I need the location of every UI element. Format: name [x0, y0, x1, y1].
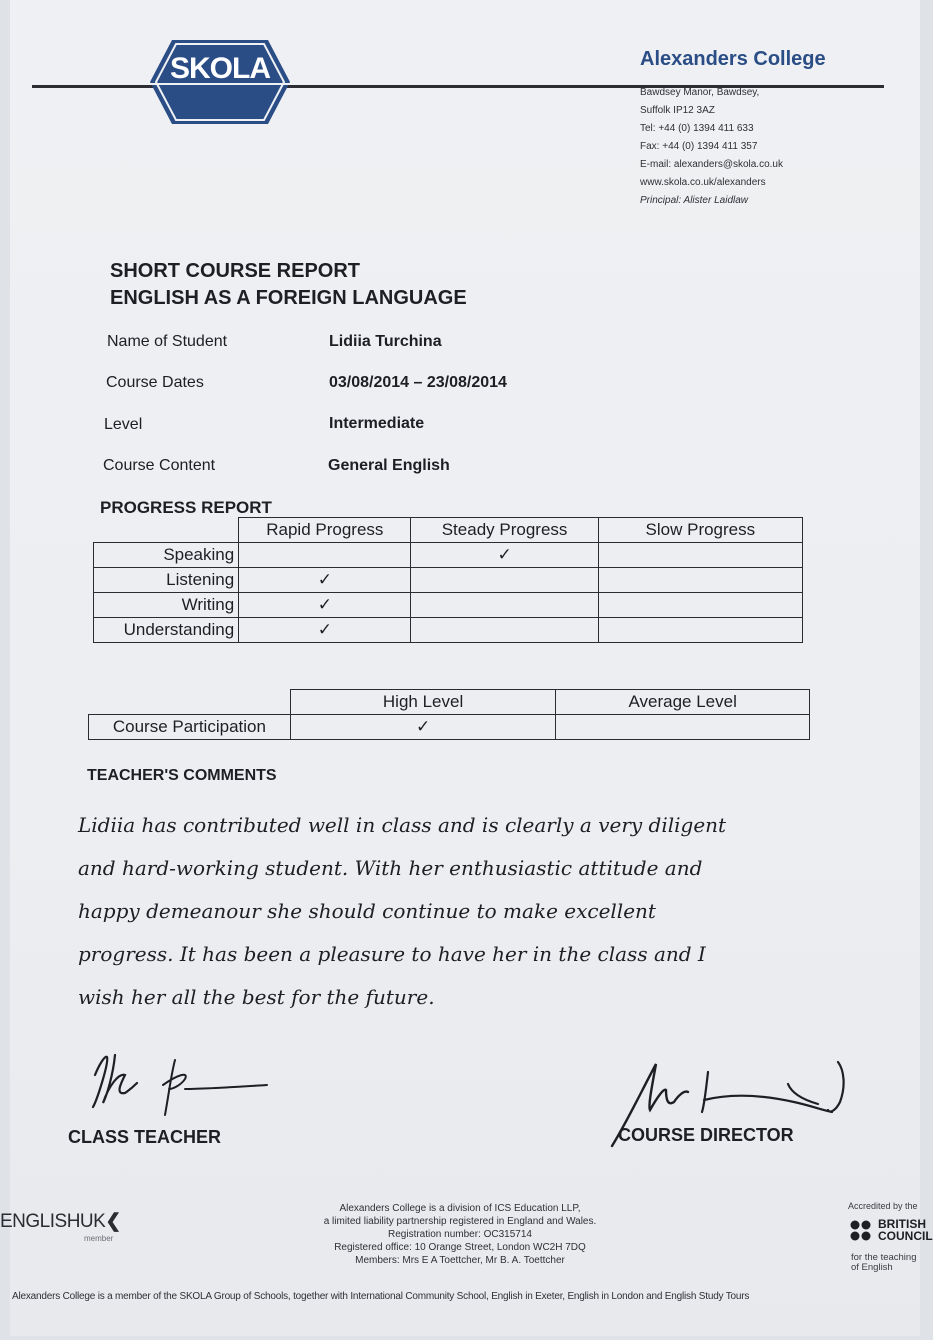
check-cell: ✓ [239, 618, 411, 643]
check-cell [556, 715, 810, 740]
check-cell [411, 593, 598, 618]
participation-table [88, 689, 810, 740]
participation-header-row [89, 690, 810, 715]
field-label: Course Content [103, 457, 216, 474]
class-teacher-label: CLASS TEACHER [68, 1127, 222, 1147]
check-cell [598, 593, 802, 618]
table-row [94, 593, 803, 618]
course-dates: 03/08/2014 – 23/08/2014 [329, 374, 507, 391]
row-label: Course Participation [89, 715, 291, 740]
englishuk-logo [0, 1210, 121, 1233]
teaching-line: of English [851, 1262, 893, 1273]
corner-cell [89, 690, 291, 715]
check-cell [598, 618, 802, 643]
comment-line: happy demeanour she should continue to make excellent [78, 899, 656, 923]
progress-table [93, 517, 803, 643]
check-cell: ✓ [290, 715, 556, 740]
check-cell [411, 618, 598, 643]
footer-info-line: Members: Mrs E A Toettcher, Mr B. A. Toettcher [355, 1255, 565, 1266]
teaching-line: for the teaching [851, 1252, 917, 1263]
class-teacher-signature [85, 1045, 275, 1125]
check-cell [239, 543, 411, 568]
college-name: Alexanders College [640, 48, 826, 70]
column-header: Slow Progress [598, 518, 802, 543]
column-header: Average Level [556, 690, 810, 715]
skola-logo [150, 40, 290, 124]
field-label: Name of Student [107, 333, 228, 350]
check-cell: ✓ [239, 568, 411, 593]
comment-line: Lidiia has contributed well in class and is clearly a very diligent [78, 813, 727, 837]
student-name: Lidiia Turchina [329, 333, 442, 350]
footer-info-line: Registered office: 10 Orange Street, London WC2H 7DQ [334, 1242, 586, 1253]
tel-line: Tel: +44 (0) 1394 411 633 [640, 123, 754, 134]
comments-heading: TEACHER'S COMMENTS [87, 767, 277, 784]
british-council-dots-icon [850, 1220, 874, 1242]
british-council-logo [850, 1217, 933, 1244]
comment-line: wish her all the best for the future. [78, 985, 435, 1009]
row-label: Understanding [94, 618, 239, 643]
check-cell [598, 568, 802, 593]
column-header: High Level [290, 690, 556, 715]
footer-info-line: Registration number: OC315714 [388, 1229, 532, 1240]
report-subtitle: ENGLISH AS A FOREIGN LANGUAGE [110, 287, 467, 309]
field-label: Course Dates [106, 374, 204, 391]
address-line: Bawdsey Manor, Bawdsey, [640, 87, 760, 98]
row-label: Listening [94, 568, 239, 593]
column-header: Steady Progress [411, 518, 598, 543]
course-content: General English [328, 457, 450, 474]
englishuk-text: ENGLISHUK [0, 1211, 106, 1232]
progress-heading: PROGRESS REPORT [100, 498, 272, 517]
address-line: Suffolk IP12 3AZ [640, 105, 715, 116]
check-cell [598, 543, 802, 568]
footer-info-line: Alexanders College is a division of ICS Education LLP, [339, 1203, 581, 1214]
column-header: Rapid Progress [239, 518, 411, 543]
membership-line: Alexanders College is a member of the SKOLA Group of Schools, together with International Community School, English in Exeter, English in London and English Study Tours [12, 1291, 750, 1302]
british-word: BRITISH [878, 1217, 926, 1231]
check-cell: ✓ [411, 543, 598, 568]
row-label: Writing [94, 593, 239, 618]
principal-line: Principal: Alister Laidlaw [640, 195, 749, 206]
table-row [89, 715, 810, 740]
comment-line: progress. It has been a pleasure to have her in the class and I [78, 942, 706, 966]
fax-line: Fax: +44 (0) 1394 411 357 [640, 141, 758, 152]
table-row [94, 568, 803, 593]
check-cell [411, 568, 598, 593]
comment-line: and hard-working student. With her enthusiastic attitude and [78, 856, 703, 880]
logo-text: SKOLA [170, 52, 270, 85]
table-row [94, 618, 803, 643]
british-council-text [878, 1218, 933, 1242]
course-level: Intermediate [329, 415, 425, 432]
website-line: www.skola.co.uk/alexanders [640, 177, 766, 188]
progress-header-row [94, 518, 803, 543]
row-label: Speaking [94, 543, 239, 568]
accredited-text: Accredited by the [848, 1201, 918, 1211]
report-title: SHORT COURSE REPORT [110, 260, 361, 282]
corner-cell [94, 518, 239, 543]
field-label: Level [104, 416, 143, 433]
email-line: E-mail: alexanders@skola.co.uk [640, 159, 783, 170]
course-director-label: COURSE DIRECTOR [618, 1125, 794, 1145]
englishuk-chevron-icon: ❮ [105, 1211, 121, 1232]
table-row [94, 543, 803, 568]
check-cell: ✓ [239, 593, 411, 618]
council-word: COUNCIL [878, 1229, 933, 1243]
englishuk-member: member [84, 1234, 114, 1243]
teaching-english-text [851, 1253, 917, 1273]
footer-info-line: a limited liability partnership registered in England and Wales. [323, 1216, 597, 1227]
